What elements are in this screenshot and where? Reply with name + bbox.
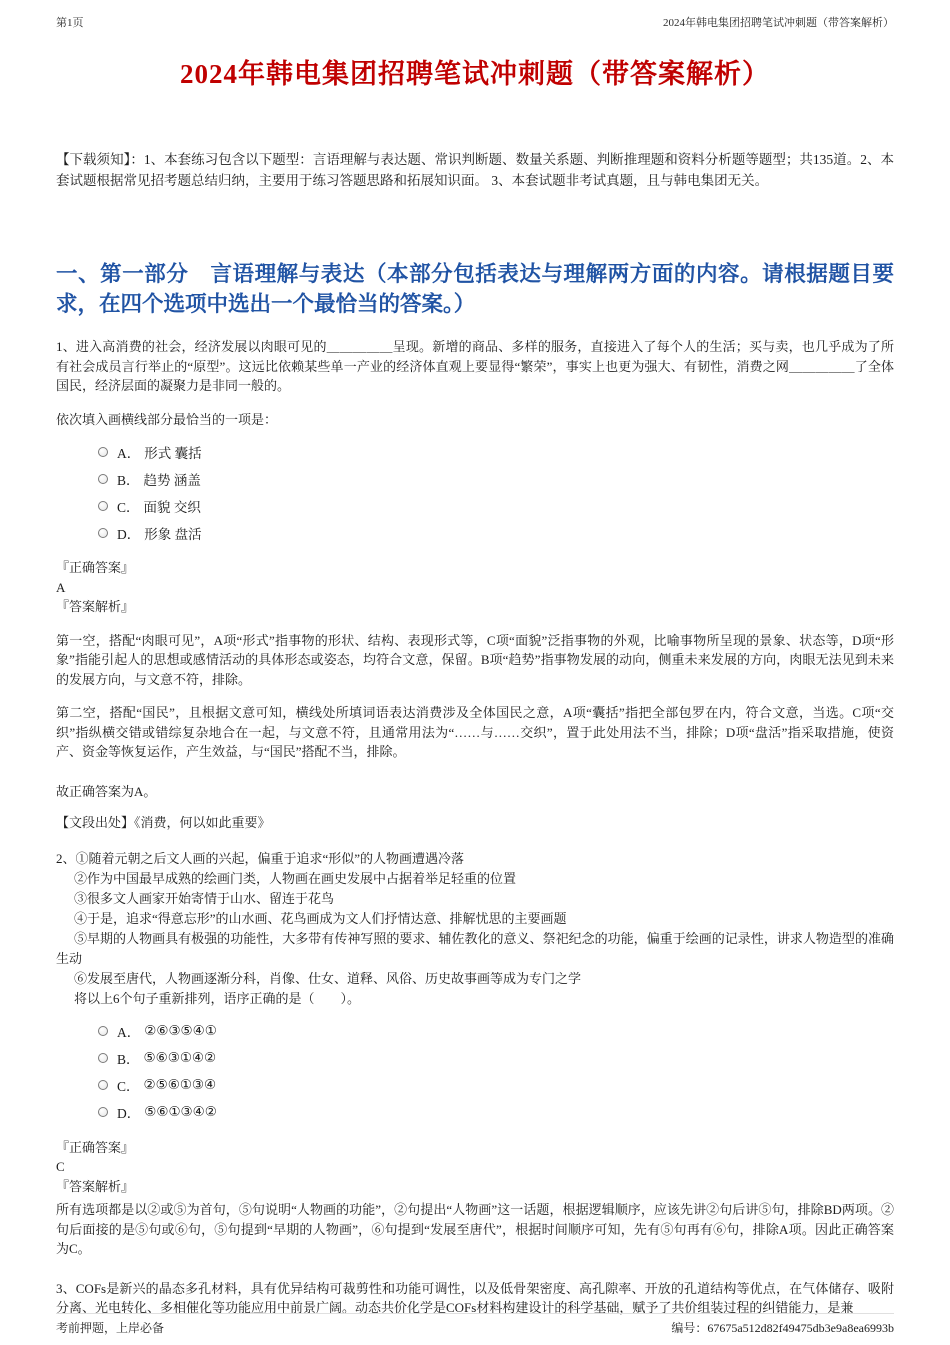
- question-1-option-d[interactable]: [56, 519, 894, 546]
- option-text: ②⑤⑥①③④: [143, 1077, 217, 1092]
- radio-button[interactable]: [98, 1053, 108, 1063]
- question-2-sentence-2: ②作为中国最早成熟的绘画门类，人物画在画史发展中占据着举足轻重的位置: [74, 870, 517, 886]
- question-2-sentence-6: ⑥发展至唐代，人物画逐渐分科，肖像、仕女、道释、风俗、历史故事画等成为专门之学: [74, 970, 582, 986]
- question-1-analysis-2: 第二空，搭配“国民”，且根据文意可知，横线处所填词语表达消费涉及全体国民之意，A项“囊括”指把全部包罗在内，符合文意，当选。C项“交织”指纵横交错或错综复杂地合在一起，与文意不符，且通常用法为“……与……交织”，置于此处用法不当，排除；D项“盘活”指采取措施，使资产、资金等恢复运作，产生效益，与“国民”搭配不当，排除。: [56, 705, 894, 759]
- question-2-sentence-5: ⑤早期的人物画具有极强的功能性，大多带有传神写照的要求、辅佐教化的意义、祭祀纪念的功能，偏重于绘画的记录性，讲求人物造型的准确生动: [56, 930, 894, 966]
- question-1-analysis-1: 第一空，搭配“肉眼可见”，A项“形式”指事物的形状、结构、表现形式等，C项“面貌”泛指事物的外观，比喻事物所呈现的景象、状态等，D项“形象”指能引起人的思想或感情活动的具体形态或姿态，均符合文意，保留。B项“趋势”指事物发展的动向，侧重未来发展的方向，肉眼无法见到未来的发展方向，与文意不符，排除。: [56, 632, 894, 687]
- question-1-option-c[interactable]: [56, 492, 894, 519]
- question-2-prompt: 将以上6个句子重新排列，语序正确的是（ ）。: [74, 990, 361, 1006]
- option-letter: B．: [117, 1052, 140, 1067]
- question-2-option-d[interactable]: [56, 1099, 894, 1126]
- question-2-option-c[interactable]: [56, 1072, 894, 1099]
- option-text: ②⑥③⑤④①: [144, 1023, 217, 1038]
- option-text: 形象 盘活: [144, 526, 202, 542]
- correct-answer-value: A: [56, 579, 66, 595]
- radio-button[interactable]: [98, 1026, 108, 1036]
- question-1-prompt: 依次填入画横线部分最恰当的一项是：: [56, 411, 278, 427]
- option-text: ⑤⑥③①④②: [143, 1050, 217, 1065]
- radio-button[interactable]: [98, 474, 108, 484]
- question-3: [56, 1279, 894, 1318]
- question-2-option-b[interactable]: [56, 1045, 894, 1072]
- question-2-answer-block: [56, 1138, 894, 1197]
- radio-button[interactable]: [98, 1107, 108, 1117]
- option-text: 形式 囊括: [144, 445, 202, 461]
- page-number-label: 第1页: [56, 17, 84, 29]
- option-letter: A．: [117, 445, 141, 461]
- option-text: 面貌 交织: [143, 499, 201, 515]
- footer-serial-number: 编号：67675a512d82f49475db3e9a8ea6993b: [671, 1321, 894, 1335]
- option-letter: D．: [117, 526, 141, 542]
- question-2-options: [56, 1018, 894, 1126]
- analysis-label: 『答案解析』: [56, 1178, 135, 1194]
- header-doc-title: 2024年韩电集团招聘笔试冲刺题（带答案解析）: [663, 17, 894, 29]
- radio-button[interactable]: [98, 447, 108, 457]
- correct-answer-label: 『正确答案』: [56, 560, 135, 575]
- question-1-answer-block: [56, 558, 894, 617]
- question-1-conclusion: 故正确答案为A。: [56, 783, 157, 799]
- question-1: [56, 337, 894, 833]
- correct-answer-value: C: [56, 1159, 65, 1174]
- question-1-options: [56, 438, 894, 546]
- radio-button[interactable]: [98, 528, 108, 538]
- question-2-analysis-1: 所有选项都是以②或⑤为首句，⑤句说明“人物画的功能”，②句提出“人物画”这一话题，根据逻辑顺序，应该先讲②句后讲⑤句，排除BD两项。②句后面接的是⑤句或⑥句，⑤句提到“早期的人物画”，⑥句提到“发展至唐代”，根据时间顺序可知，先有⑤句再有⑥句，排除A项。因此正确答案为C。: [56, 1202, 894, 1256]
- page-header: [56, 14, 894, 30]
- question-2-sentence-4: ④于是，追求“得意忘形”的山水画、花鸟画成为文人们抒情达意、排解忧思的主要画题: [74, 910, 567, 926]
- option-letter: A．: [117, 1025, 141, 1040]
- radio-button[interactable]: [98, 501, 108, 511]
- document-title: 2024年韩电集团招聘笔试冲刺题（带答案解析）: [180, 59, 770, 89]
- correct-answer-label: 『正确答案』: [56, 1139, 135, 1155]
- page-footer: [56, 1313, 894, 1336]
- section-heading: 一、第一部分 言语理解与表达（本部分包括表达与理解两方面的内容。请根据题目要求，在四个选项中选出一个最恰当的答案。）: [56, 262, 894, 316]
- footer-slogan: 考前押题，上岸必备: [56, 1321, 165, 1335]
- analysis-label: 『答案解析』: [56, 599, 135, 614]
- question-2-option-a[interactable]: [56, 1018, 894, 1045]
- question-1-stem: 1、进入高消费的社会，经济发展以肉眼可见的＿＿＿＿＿呈现。新增的商品、多样的服务，直接进入了每个人的生活；买与卖，也几乎成为了所有社会成员言行举止的“原型”。这远比依赖某些单一产业的经济体直观上要显得“繁荣”，事实上也更为强大、有韧性，消费之网＿＿＿＿＿了全体国民，经济层面的凝聚力是非同一般的。: [56, 339, 894, 393]
- question-1-option-b[interactable]: [56, 465, 894, 492]
- question-3-stem: 3、COFs是新兴的晶态多孔材料，具有优异结构可裁剪性和功能可调性，以及低骨架密度、高孔隙率、开放的孔道结构等优点，在气体储存、吸附分离、光电转化、多相催化等功能应用中前景广阔。动态共价化学是COFs材料构建设计的科学基础，赋予了共价组装过程的纠错能力，是兼: [56, 1280, 894, 1315]
- option-text: 趋势 涵盖: [143, 472, 201, 488]
- download-notice: 【下载须知】：1、本套练习包含以下题型：言语理解与表达题、常识判断题、数量关系题、判断推理题和资料分析题等题型；共135道。2、本套试题根据常见招考题总结归纳，主要用于练习答题思路和拓展知识面。 3、本套试题非考试真题，且与韩电集团无关。: [56, 152, 894, 188]
- question-2: [56, 849, 894, 1259]
- option-letter: C．: [117, 499, 140, 515]
- question-1-source: 【文段出处】《消费，何以如此重要》: [56, 815, 271, 830]
- question-2-number-line: 2、①随着元朝之后文人画的兴起，偏重于追求“形似”的人物画遭遇冷落: [56, 850, 465, 866]
- question-2-sentence-3: ③很多文人画家开始寄情于山水、留连于花鸟: [74, 890, 335, 906]
- question-1-option-a[interactable]: [56, 438, 894, 465]
- radio-button[interactable]: [98, 1080, 108, 1090]
- option-letter: C．: [117, 1079, 140, 1094]
- option-text: ⑤⑥①③④②: [144, 1104, 217, 1119]
- option-letter: B．: [117, 472, 140, 488]
- option-letter: D．: [117, 1106, 141, 1121]
